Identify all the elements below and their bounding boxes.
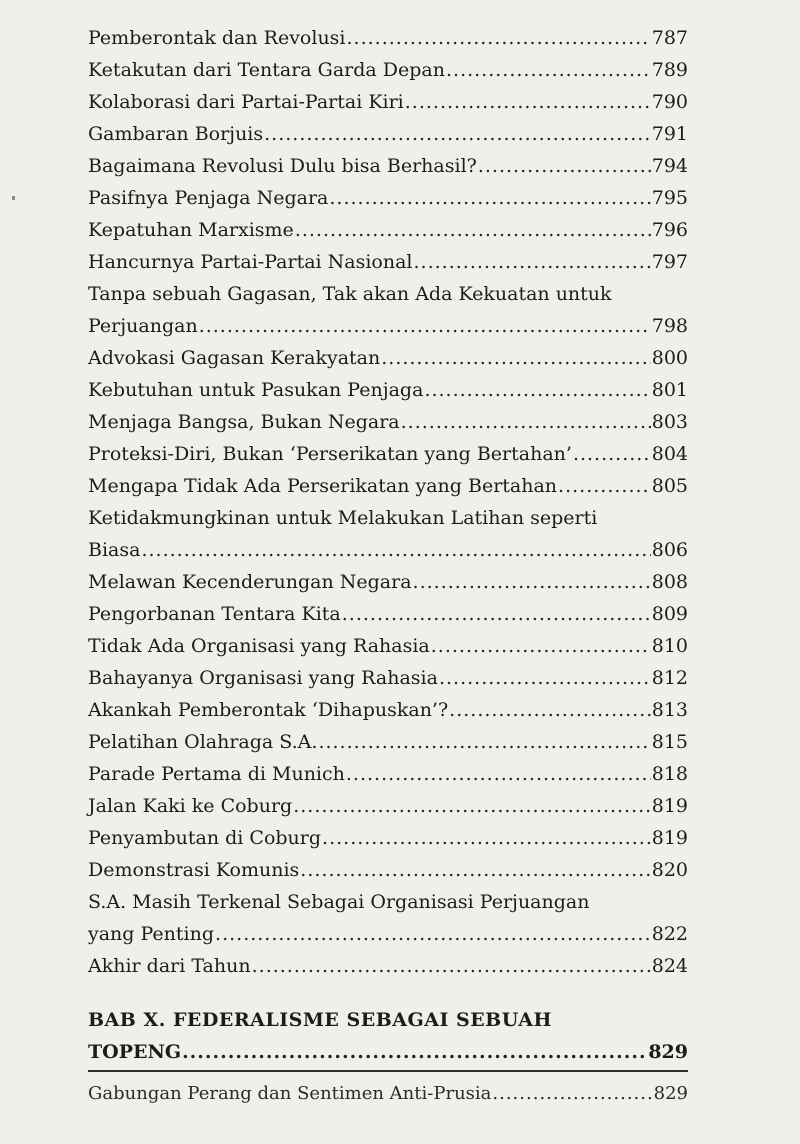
toc-entry xyxy=(88,726,688,758)
dot-leader xyxy=(401,406,651,438)
dot-leader xyxy=(293,790,651,822)
toc-entry xyxy=(88,662,688,694)
toc-entry-page-number: 810 xyxy=(651,635,688,657)
toc-entry-title: Gambaran Borjuis xyxy=(88,123,264,145)
toc-entry-row xyxy=(88,374,688,406)
dot-leader xyxy=(346,758,651,790)
toc-entry xyxy=(88,86,688,118)
dot-leader xyxy=(414,246,651,278)
toc-entry-page-number: 812 xyxy=(651,667,688,689)
dot-leader xyxy=(199,310,651,342)
toc-entry-title: Perjuangan xyxy=(88,315,198,337)
sub-entry-page-number: 829 xyxy=(653,1083,688,1104)
toc-entry-page-number: 815 xyxy=(651,731,688,753)
toc-entry xyxy=(88,694,688,726)
toc-entry-page-number: 803 xyxy=(651,411,688,433)
toc-entry-row xyxy=(88,758,688,790)
margin-mark xyxy=(12,196,15,200)
toc-entry-row xyxy=(88,566,688,598)
toc-entry xyxy=(88,598,688,630)
toc-entry-page-number: 808 xyxy=(651,571,688,593)
toc-entry-page-number: 787 xyxy=(651,27,688,49)
toc-entry xyxy=(88,342,688,374)
dot-leader xyxy=(431,630,651,662)
toc-entry xyxy=(88,150,688,182)
toc-entry-row xyxy=(88,950,688,982)
chapter-page-number: 829 xyxy=(648,1041,688,1063)
table-of-contents xyxy=(88,22,688,1110)
toc-entry-row xyxy=(88,662,688,694)
dot-leader xyxy=(300,854,650,886)
toc-entry-row xyxy=(88,822,688,854)
toc-entry xyxy=(88,822,688,854)
sub-entry-title: Gabungan Perang dan Sentimen Anti-Prusia xyxy=(88,1083,492,1104)
toc-entry-page-number: 809 xyxy=(651,603,688,625)
dot-leader xyxy=(424,374,650,406)
toc-entry-title: Hancurnya Partai-Partai Nasional xyxy=(88,251,413,273)
toc-entry-title: Advokasi Gagasan Kerakyatan xyxy=(88,347,381,369)
toc-entry-page-number: 794 xyxy=(651,155,688,177)
dot-leader xyxy=(318,726,650,758)
toc-entry-title: Menjaga Bangsa, Bukan Negara xyxy=(88,411,400,433)
dot-leader xyxy=(381,342,651,374)
toc-entry-page-number: 819 xyxy=(651,795,688,817)
toc-entry-page-number: 790 xyxy=(651,91,688,113)
chapter-rule xyxy=(88,1070,688,1072)
toc-entry xyxy=(88,182,688,214)
toc-entry-page-number: 801 xyxy=(651,379,688,401)
toc-entry-page-number: 820 xyxy=(651,859,688,881)
dot-leader xyxy=(141,534,650,566)
toc-entry-title: Biasa xyxy=(88,539,141,561)
toc-entry-title: Pengorbanan Tentara Kita xyxy=(88,603,341,625)
toc-entry-row xyxy=(88,310,688,342)
toc-entry-row xyxy=(88,854,688,886)
dot-leader xyxy=(329,182,650,214)
dot-leader xyxy=(347,22,651,54)
toc-entry-page-number: 795 xyxy=(651,187,688,209)
toc-entry-row xyxy=(88,630,688,662)
toc-entry-title: Akankah Pemberontak ‘Dihapuskan’? xyxy=(88,699,449,721)
toc-entry xyxy=(88,278,688,342)
dot-leader xyxy=(405,86,651,118)
dot-leader xyxy=(573,438,651,470)
toc-entry-title: Pelatihan Olahraga S.A. xyxy=(88,731,318,753)
toc-entry-row xyxy=(88,470,688,502)
toc-entry-title: Kebutuhan untuk Pasukan Penjaga xyxy=(88,379,424,401)
toc-entry xyxy=(88,566,688,598)
toc-entry-title: Melawan Kecenderungan Negara xyxy=(88,571,412,593)
toc-entry-page-number: 818 xyxy=(651,763,688,785)
toc-entry-row xyxy=(88,406,688,438)
toc-entry-title: Proteksi-Diri, Bukan ‘Perserikatan yang Bertahan’ xyxy=(88,443,572,465)
toc-entry-page-number: 791 xyxy=(651,123,688,145)
toc-entry-page-number: 819 xyxy=(651,827,688,849)
dot-leader xyxy=(252,950,651,982)
toc-entry-title: Jalan Kaki ke Coburg xyxy=(88,795,293,817)
toc-entry-row xyxy=(88,438,688,470)
toc-entry-page-number: 813 xyxy=(651,699,688,721)
toc-entry xyxy=(88,54,688,86)
toc-entry-row xyxy=(88,86,688,118)
chapter-title: TOPENG xyxy=(88,1041,182,1063)
toc-entry-page-number: 800 xyxy=(651,347,688,369)
dot-leader xyxy=(413,566,651,598)
toc-entry-title: Bahayanya Organisasi yang Rahasia xyxy=(88,667,438,689)
toc-entry-row xyxy=(88,54,688,86)
toc-entry-title: Tidak Ada Organisasi yang Rahasia xyxy=(88,635,430,657)
toc-entry-row xyxy=(88,726,688,758)
toc-entry-title: Akhir dari Tahun xyxy=(88,955,251,977)
toc-entry xyxy=(88,758,688,790)
dot-leader xyxy=(446,54,651,86)
toc-entry-title: Penyambutan di Coburg xyxy=(88,827,322,849)
toc-entry-page-number: 804 xyxy=(651,443,688,465)
toc-entry-row xyxy=(88,214,688,246)
toc-entry-title: Mengapa Tidak Ada Perserikatan yang Bertahan xyxy=(88,475,558,497)
dot-leader xyxy=(264,118,651,150)
toc-entry xyxy=(88,246,688,278)
toc-entry xyxy=(88,470,688,502)
toc-entry-row xyxy=(88,182,688,214)
toc-entry-row xyxy=(88,118,688,150)
toc-entry-title: Pemberontak dan Revolusi xyxy=(88,27,346,49)
toc-entry-row xyxy=(88,598,688,630)
toc-entry-row xyxy=(88,790,688,822)
toc-entry-title-line1: S.A. Masih Terkenal Sebagai Organisasi Perjuangan xyxy=(88,891,590,913)
toc-entry xyxy=(88,214,688,246)
toc-entry-page-number: 806 xyxy=(651,539,688,561)
toc-entry-page-number: 797 xyxy=(651,251,688,273)
toc-entry xyxy=(88,502,688,566)
toc-entry-row xyxy=(88,694,688,726)
dot-leader xyxy=(322,822,651,854)
sub-entry xyxy=(88,1078,688,1110)
toc-entry-title: Kolaborasi dari Partai-Partai Kiri xyxy=(88,91,404,113)
toc-entry-page-number: 798 xyxy=(651,315,688,337)
dot-leader xyxy=(215,918,651,950)
toc-entry xyxy=(88,22,688,54)
toc-entry xyxy=(88,854,688,886)
toc-entry-page-number: 822 xyxy=(651,923,688,945)
toc-entry-row xyxy=(88,534,688,566)
toc-entries xyxy=(88,22,688,982)
toc-entry xyxy=(88,886,688,950)
dot-leader xyxy=(342,598,651,630)
toc-entry-title-line1: Ketidakmungkinan untuk Melakukan Latihan seperti xyxy=(88,507,598,529)
toc-entry-title-line1: Tanpa sebuah Gagasan, Tak akan Ada Kekuatan untuk xyxy=(88,283,612,305)
toc-entry-page-number: 824 xyxy=(651,955,688,977)
toc-entry xyxy=(88,118,688,150)
toc-entry-row xyxy=(88,22,688,54)
toc-entry-title: Demonstrasi Komunis xyxy=(88,859,300,881)
toc-entry xyxy=(88,406,688,438)
chapter-title-row xyxy=(88,1036,688,1068)
toc-entry xyxy=(88,438,688,470)
dot-leader xyxy=(478,150,651,182)
toc-entry-page-number: 796 xyxy=(651,219,688,241)
dot-leader xyxy=(449,694,651,726)
toc-entry-title: Kepatuhan Marxisme xyxy=(88,219,294,241)
dot-leader xyxy=(439,662,651,694)
toc-entry-row xyxy=(88,918,688,950)
toc-entry-title: Bagaimana Revolusi Dulu bisa Berhasil? xyxy=(88,155,477,177)
chapter-entry xyxy=(88,1004,688,1072)
dot-leader xyxy=(492,1078,652,1110)
toc-entry xyxy=(88,950,688,982)
toc-entry-row xyxy=(88,342,688,374)
toc-entry-row xyxy=(88,246,688,278)
dot-leader xyxy=(295,214,651,246)
toc-entry-title: Ketakutan dari Tentara Garda Depan xyxy=(88,59,445,81)
toc-entry-page-number: 789 xyxy=(651,59,688,81)
toc-entry-page-number: 805 xyxy=(651,475,688,497)
toc-entry-title: Parade Pertama di Munich xyxy=(88,763,345,785)
toc-entry-row xyxy=(88,150,688,182)
sub-entry-row xyxy=(88,1078,688,1110)
dot-leader xyxy=(558,470,651,502)
toc-entry xyxy=(88,630,688,662)
chapter-title-line1: BAB X. FEDERALISME SEBAGAI SEBUAH xyxy=(88,1009,552,1031)
toc-entry xyxy=(88,790,688,822)
toc-entry-title: Pasifnya Penjaga Negara xyxy=(88,187,329,209)
dot-leader xyxy=(182,1036,647,1068)
toc-entry xyxy=(88,374,688,406)
toc-entry-title: yang Penting xyxy=(88,923,215,945)
